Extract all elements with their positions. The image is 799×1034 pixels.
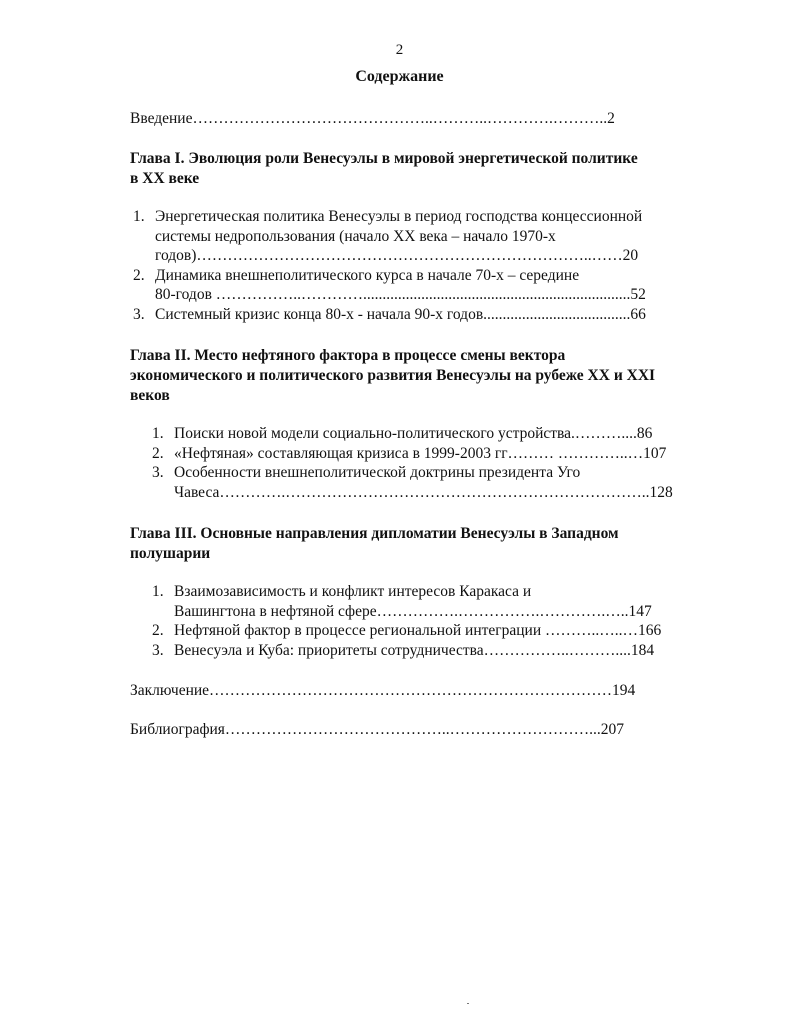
- toc-entry-3-2[interactable]: [152, 621, 722, 641]
- toc-entry-2-1[interactable]: [152, 424, 722, 444]
- item-text-line: Чавеса………….……………………………………………………………..128: [174, 483, 673, 501]
- item-text-line: Венесуэла и Куба: приоритеты сотрудничества……………..………....184: [174, 641, 655, 659]
- item-text-line: Особенности внешнеполитической доктрины президента Уго: [174, 464, 581, 481]
- page-title: Содержание: [355, 68, 444, 85]
- item-text-line: Энергетическая политика Венесуэлы в период господства концессионной: [155, 208, 643, 225]
- chapter-2-heading-line: Глава II. Место нефтяного фактора в процессе смены вектора: [130, 347, 566, 364]
- chapter-2-heading-line: веков: [130, 387, 170, 404]
- page-number: 2: [395, 42, 404, 58]
- chapter-2-heading: [130, 346, 690, 406]
- item-text-line: системы недропользования (начало ХХ века – начало 1970-х: [155, 227, 556, 245]
- toc-entry-conclusion[interactable]: Заключение……………………………………………………………………194: [130, 682, 636, 699]
- item-number: 2.: [152, 622, 164, 639]
- chapter-3-heading-line: полушарии: [130, 545, 211, 562]
- toc-entry-bibliography[interactable]: Библиография……………………………………..………………………...207: [130, 721, 625, 738]
- chapter-1-heading-line: Глава I. Эволюция роли Венесуэлы в мировой энергетической политике: [130, 150, 638, 167]
- item-number: 3.: [152, 641, 164, 659]
- item-number: 3.: [133, 305, 145, 323]
- item-number: 2.: [152, 444, 164, 462]
- chapter-3-heading-line: Глава III. Основные направления дипломатии Венесуэлы в Западном: [130, 525, 619, 542]
- item-number: 1.: [152, 583, 164, 600]
- item-number: 1.: [133, 208, 145, 225]
- chapter-2-heading-line: экономического и политического развития Венесуэлы на рубеже ХХ и XXI: [130, 367, 656, 384]
- toc-entry-1-3[interactable]: [133, 305, 719, 325]
- chapter-3-heading: [130, 524, 690, 564]
- item-text-line: 80-годов ……………..………….....................................................................52: [155, 286, 646, 303]
- toc-entry-3-3[interactable]: [152, 641, 722, 661]
- item-text-line: Поиски новой модели социально-политического устройства.………....86: [174, 425, 653, 442]
- item-text-line: годов)…………………………………………………………………..……20: [155, 247, 639, 264]
- item-number: 1.: [152, 425, 164, 442]
- chapter-3-list: [152, 582, 722, 660]
- chapter-1-heading: [130, 149, 690, 189]
- item-number: 2.: [133, 266, 145, 284]
- item-text-line: Системный кризис конца 80-х - начала 90-х годов......................................66: [155, 305, 646, 323]
- item-number: 3.: [152, 464, 164, 481]
- toc-entry-introduction[interactable]: Введение………………………………………..………..………….………..2: [130, 110, 615, 127]
- chapter-1-heading-line: в ХХ веке: [130, 170, 200, 187]
- chapter-2-list: [152, 424, 722, 502]
- item-text-line: Взаимозависимость и конфликт интересов Каракаса и: [174, 583, 532, 600]
- toc-entry-1-2[interactable]: [133, 266, 719, 305]
- toc-entry-1-1[interactable]: [133, 207, 719, 266]
- chapter-1-list: [133, 207, 719, 324]
- toc-entry-3-1[interactable]: [152, 582, 722, 621]
- item-text-line: Нефтяной фактор в процессе региональной интеграции ………..…..…166: [174, 622, 662, 639]
- item-text-line: Динамика внешнеполитического курса в начале 70-х – середине: [155, 266, 580, 284]
- item-text-line: Вашингтона в нефтяной сфере…………….…………….………….…..147: [174, 602, 652, 620]
- toc-entry-2-3[interactable]: [152, 463, 722, 502]
- item-text-line: «Нефтяная» составляющая кризиса в 1999-2003 гг……… …………..…107: [174, 444, 667, 462]
- scan-speck: [467, 1003, 469, 1004]
- toc-entry-2-2[interactable]: [152, 444, 722, 464]
